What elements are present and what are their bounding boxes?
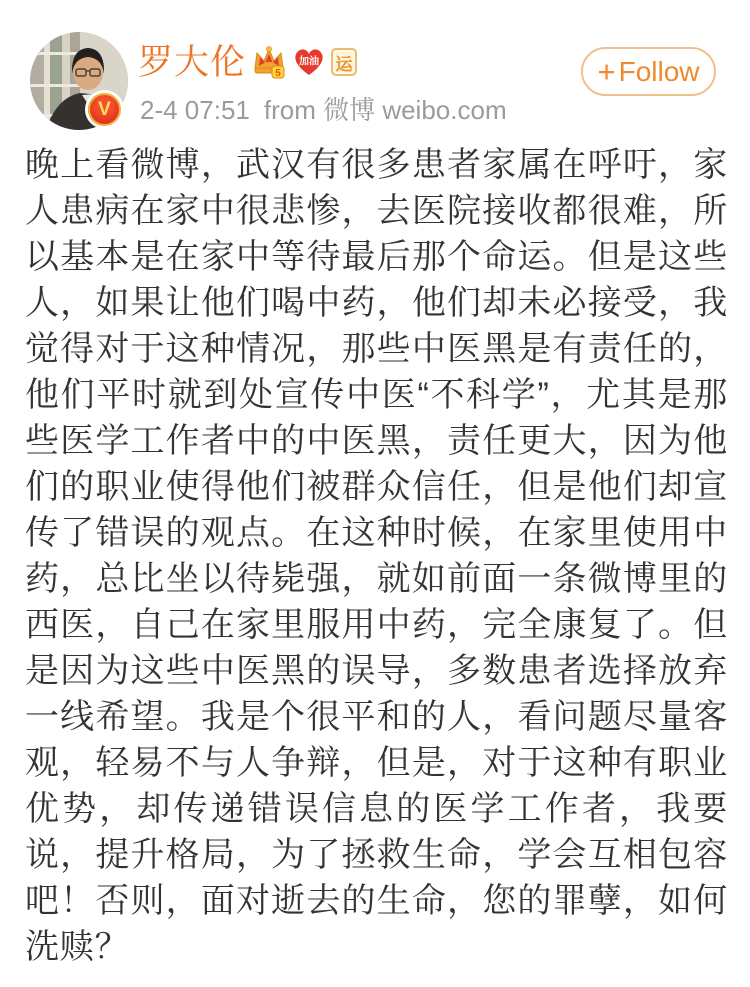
verified-badge-icon: V — [88, 93, 121, 126]
cheer-heart-label: 加油 — [299, 56, 320, 68]
follow-button[interactable] — [581, 47, 716, 96]
avatar[interactable] — [30, 32, 128, 130]
plus-icon: + — [597, 54, 616, 89]
follow-button-label: Follow — [618, 55, 700, 87]
vip-level: 5 — [275, 68, 281, 79]
cheer-heart-icon[interactable] — [292, 46, 326, 78]
timestamp[interactable]: 2-4 07:51 — [140, 95, 250, 125]
lucky-yun-label: 运 — [335, 54, 353, 74]
username[interactable]: 罗大伦 — [138, 42, 247, 82]
post-meta — [140, 96, 507, 125]
vip-crown-icon[interactable] — [251, 45, 287, 79]
lucky-yun-badge-icon[interactable] — [331, 48, 357, 76]
post-content: 晚上看微博，武汉有很多患者家属在呼吁，家人患病在家中很悲惨，去医院接收都很难，所以基本是在家中等待最后那个命运。但是这些人，如果让他们喝中药，他们却未必接受，我觉得对于这种情况，那些中医黑是有责任的，他们平时就到处宣传中医“不科学”，尤其是那些医学工作者中的中医黑，责任更大，因为他们的职业使得他们被群众信任，但是他们却宣传了错误的观点。在这种时候，在家里使用中药，总比坐以待毙强，就如前面一条微博里的西医，自己在家里服用中药，完全康复了。但是因为这些中医黑的误导，多数患者选择放弃一线希望。我是个很平和的人，看问题尽量客观，轻易不与人争辩，但是，对于这种有职业优势，却传递错误信息的医学工作者，我要说，提升格局，为了拯救生命，学会互相包容吧！否则，面对逝去的生命，您的罪孽，如何洗赎？ — [25, 146, 728, 966]
author-row — [138, 42, 357, 82]
source-link[interactable]: from 微博 weibo.com — [263, 95, 507, 125]
